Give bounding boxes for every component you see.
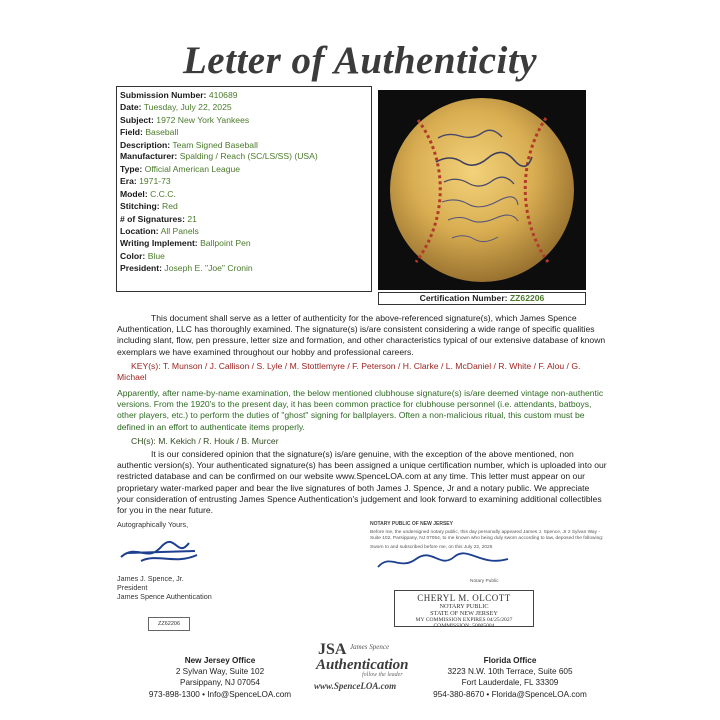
- detail-label: Type:: [120, 164, 143, 175]
- detail-value: 410689: [208, 90, 238, 100]
- detail-label: Manufacturer:: [120, 151, 178, 162]
- notary-header: NOTARY PUBLIC OF NEW JERSEY: [370, 521, 453, 527]
- detail-value: Blue: [147, 250, 165, 261]
- detail-label: Subject:: [120, 114, 154, 125]
- detail-row: [120, 175, 368, 187]
- detail-label: President:: [120, 263, 163, 274]
- notary-sworn: Sworn to and subscribed before me, on this July 22, 2025: [370, 545, 493, 550]
- baseball-image: [378, 90, 586, 290]
- president-name: James J. Spence, Jr.: [117, 574, 184, 583]
- baseball-photo: [378, 90, 586, 290]
- key-signatures: KEY(s): T. Munson / J. Callison / S. Lyle / M. Stottlemyre / F. Peterson / H. Clarke / L. McDaniel / R. White / F. Alou / G. Michael: [117, 361, 581, 383]
- notary-line-label: Notary Public: [470, 579, 499, 584]
- detail-row: [120, 200, 368, 212]
- office-title: New Jersey Office: [184, 656, 256, 665]
- logo-tagline: follow the leader: [362, 672, 403, 678]
- detail-row: [120, 237, 368, 249]
- logo-jsa: JSA: [318, 641, 347, 658]
- detail-label: Model:: [120, 188, 148, 199]
- detail-label: Era:: [120, 176, 137, 187]
- detail-label: Color:: [120, 250, 146, 261]
- company-name: James Spence Authentication: [117, 592, 212, 602]
- detail-row: [120, 114, 368, 126]
- detail-row: [120, 250, 368, 262]
- detail-row: [120, 225, 368, 237]
- detail-value: Joseph E. "Joe" Cronin: [164, 263, 253, 274]
- detail-value: All Panels: [160, 226, 199, 237]
- notary-stamp-state: STATE OF NEW JERSEY: [430, 610, 498, 617]
- clubhouse-signatures: CH(s): M. Kekich / R. Houk / B. Murcer: [131, 436, 279, 446]
- detail-label: Location:: [120, 226, 159, 237]
- notary-stamp: [394, 590, 534, 627]
- notary-block: [370, 521, 606, 584]
- detail-row: [120, 101, 368, 113]
- notary-stamp-name: CHERYL M. OLCOTT: [417, 593, 511, 603]
- detail-label: Stitching:: [120, 201, 160, 212]
- detail-value: Team Signed Baseball: [172, 139, 258, 150]
- detail-label: Field:: [120, 127, 143, 138]
- office-address-line: Fort Lauderdale, FL 33309: [461, 678, 559, 688]
- detail-value: Red: [162, 201, 178, 212]
- signoff-text: Autographically Yours,: [117, 520, 189, 529]
- detail-value: C.C.C.: [150, 188, 176, 199]
- detail-label: Description:: [120, 139, 171, 150]
- president-role: President: [117, 583, 148, 593]
- authenticity-paragraph: This document shall serve as a letter of authenticity for the above-referenced signature(s), which James Spence Authentication, LLC has thoroughly examined. The signature(s) is/are consistent considering a wide range of specific qualities including slant, flow, pen pressure, letter size and formation, and other characteristics typical of our extensive database of known exemplars we have examined throughout our hobby and professional careers.: [117, 313, 606, 357]
- detail-value: Official American League: [144, 164, 241, 175]
- notary-text: Before me, the undersigned notary public, this day personally appeared James J. Spence, Jr 2 Sylvan Way - Suite 102, Parsippany, NJ 07054, to me known who being duly sworn according to law, deposed the following:: [370, 530, 604, 541]
- detail-row: [120, 139, 368, 151]
- office-contact-line: 954-380-8670 • Florida@SpenceLOA.com: [433, 689, 587, 699]
- certification-value: ZZ62206: [509, 293, 545, 303]
- certification-stamp: ZZ62206: [148, 617, 190, 631]
- detail-value: Ballpoint Pen: [200, 238, 251, 249]
- details-box: [116, 86, 372, 292]
- logo-website: www.SpenceLOA.com: [314, 681, 397, 691]
- detail-row: [120, 126, 368, 138]
- notary-stamp-commission: COMMISSION: 50005004: [433, 623, 495, 629]
- office-address-line: 2 Sylvan Way, Suite 102: [175, 667, 265, 677]
- jsa-logo: [302, 641, 418, 697]
- detail-row: [120, 262, 368, 274]
- detail-label: Writing Implement:: [120, 238, 198, 249]
- handwritten-signature-icon: [117, 533, 203, 567]
- notary-stamp-expires: MY COMMISSION EXPIRES 04/25/2027: [415, 617, 513, 623]
- detail-row: [120, 89, 368, 101]
- detail-label: Date:: [120, 102, 142, 113]
- page-title: Letter of Authenticity: [182, 39, 538, 82]
- detail-value: 1972 New York Yankees: [156, 114, 250, 125]
- detail-row: [120, 151, 368, 162]
- florida-office: [410, 655, 610, 700]
- detail-row: [120, 188, 368, 200]
- detail-label: Submission Number:: [120, 90, 207, 100]
- detail-value: Spalding / Reach (SC/LS/SS) (USA): [179, 151, 318, 162]
- office-contact-line: 973-898-1300 • Info@SpenceLOA.com: [148, 689, 292, 699]
- detail-row: [120, 213, 368, 225]
- notary-signature-icon: [370, 551, 520, 573]
- detail-label: # of Signatures:: [120, 213, 185, 224]
- new-jersey-office: [120, 655, 320, 700]
- certification-number-box: [378, 292, 586, 305]
- office-title: Florida Office: [483, 656, 537, 665]
- detail-value: 21: [187, 213, 197, 224]
- clubhouse-paragraph: Apparently, after name-by-name examination, the below mentioned clubhouse signature(s) is/are deemed vintage non-authentic versions. From the 1920's to the present day, it has been common practice for clubhouse personnel (i.e. attendants, batboys, other players, etc.) to perform the duties of "ghost" signing for ballplayers. Often a non-malicious ritual, this custom must be defined in an effort to authenticate items properly.: [117, 388, 604, 432]
- office-address-line: Parsippany, NJ 07054: [180, 678, 260, 688]
- notary-stamp-title: NOTARY PUBLIC: [439, 603, 489, 610]
- opinion-paragraph: It is our considered opinion that the signature(s) is/are genuine, with the exception of the above mentioned, non authentic version(s). Your authenticated signature(s) has been assigned a unique certification number, which is uploaded into our restricted database and can be confirmed on our website www.SpenceLOA.com at any time. This letter must appear on our proprietary water-marked paper and bear the live signatures of both James J. Spence, Jr and a notary public. We appreciate your consideration of entrusting James Spence Authentication's judgement and look forward to examining additional collectibles for you in the near future.: [117, 449, 607, 516]
- detail-row: [120, 163, 368, 175]
- detail-value: 1971-73: [139, 176, 171, 187]
- president-signature-block: [117, 520, 277, 602]
- logo-authentication: Authentication: [316, 657, 409, 673]
- office-address-line: 3223 N.W. 10th Terrace, Suite 605: [447, 667, 573, 677]
- detail-value: Tuesday, July 22, 2025: [143, 102, 232, 113]
- certification-label: Certification Number:: [419, 293, 508, 303]
- detail-value: Baseball: [145, 127, 179, 138]
- logo-james-spence: James Spence: [350, 643, 390, 651]
